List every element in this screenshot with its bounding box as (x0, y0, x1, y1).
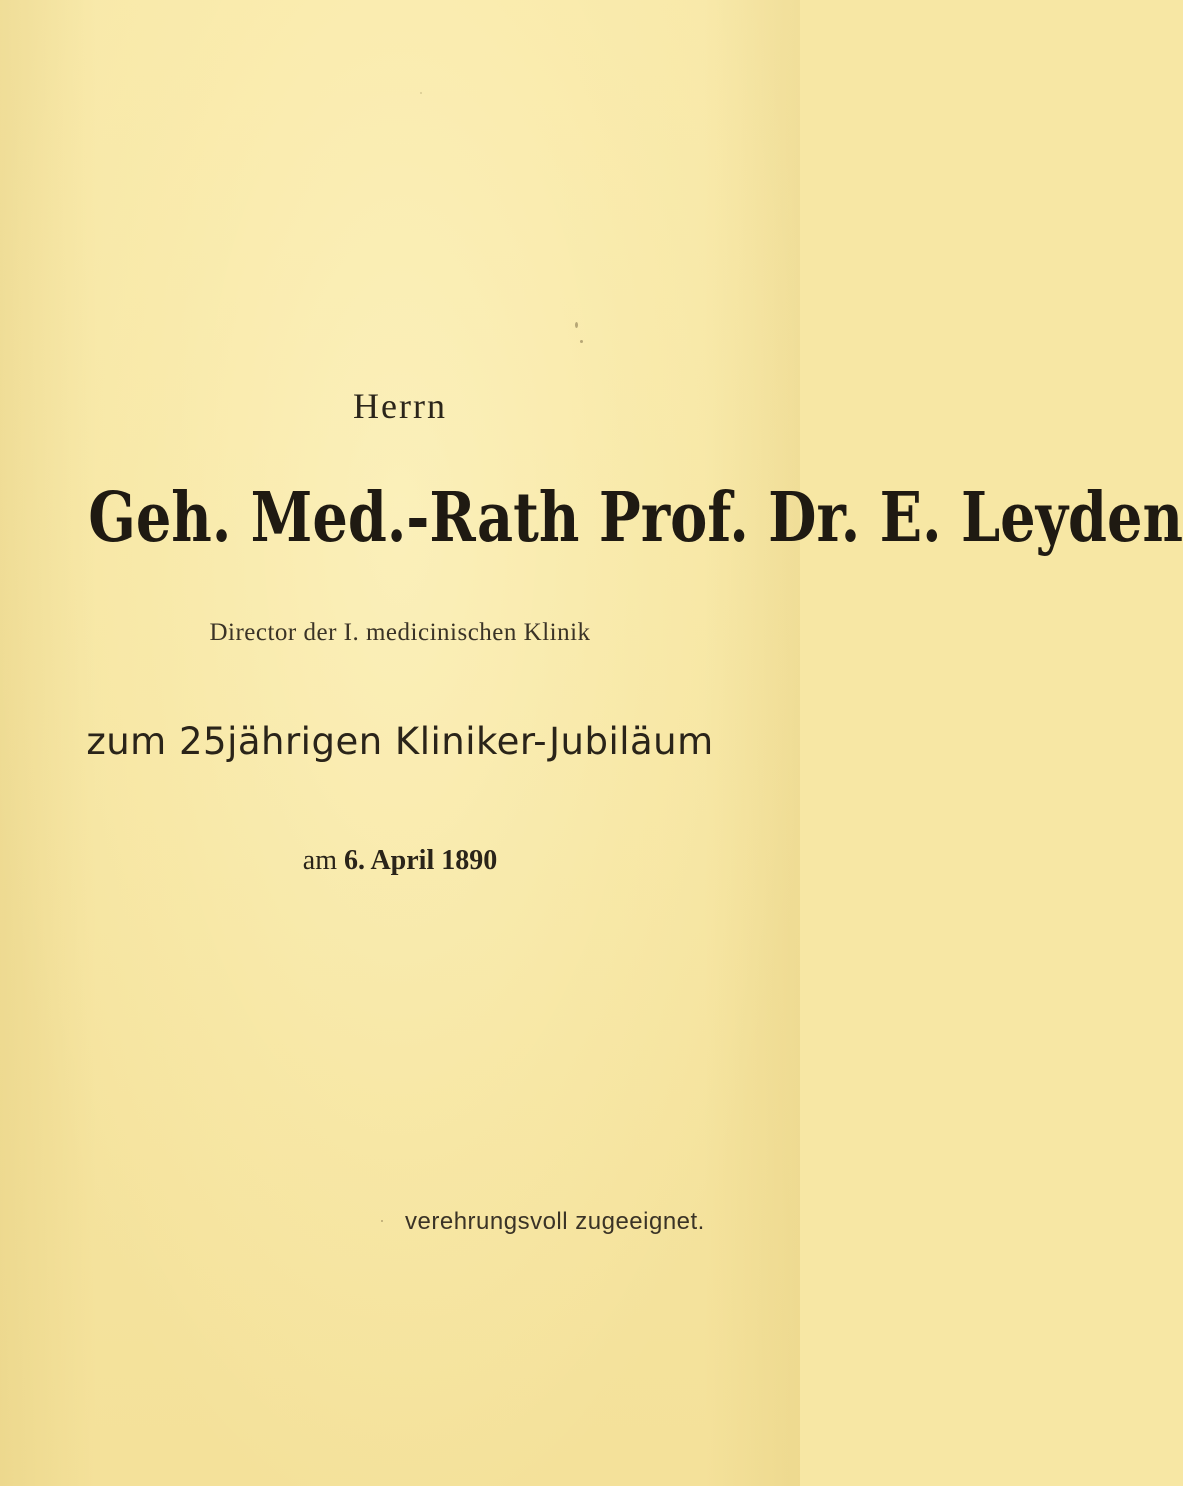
date-line (0, 845, 800, 877)
paper-speck (580, 340, 583, 343)
paper-speck (575, 322, 578, 328)
date-prefix: am (302, 845, 337, 876)
dedication-closing: verehrungsvoll zugeeignet. (405, 1208, 705, 1235)
occasion: zum 25jährigen Kliniker-Jubiläum (86, 720, 714, 763)
honoree-position: Director der I. medicinischen Klinik (209, 619, 591, 646)
date-value: 6. April 1890 (343, 845, 498, 876)
honoree-name: Geh. Med.-Rath Prof. Dr. E. Leyden (88, 478, 1183, 558)
salutation: Herrn (353, 386, 447, 426)
paper-speck (420, 92, 422, 94)
paper-speck (381, 1220, 383, 1222)
